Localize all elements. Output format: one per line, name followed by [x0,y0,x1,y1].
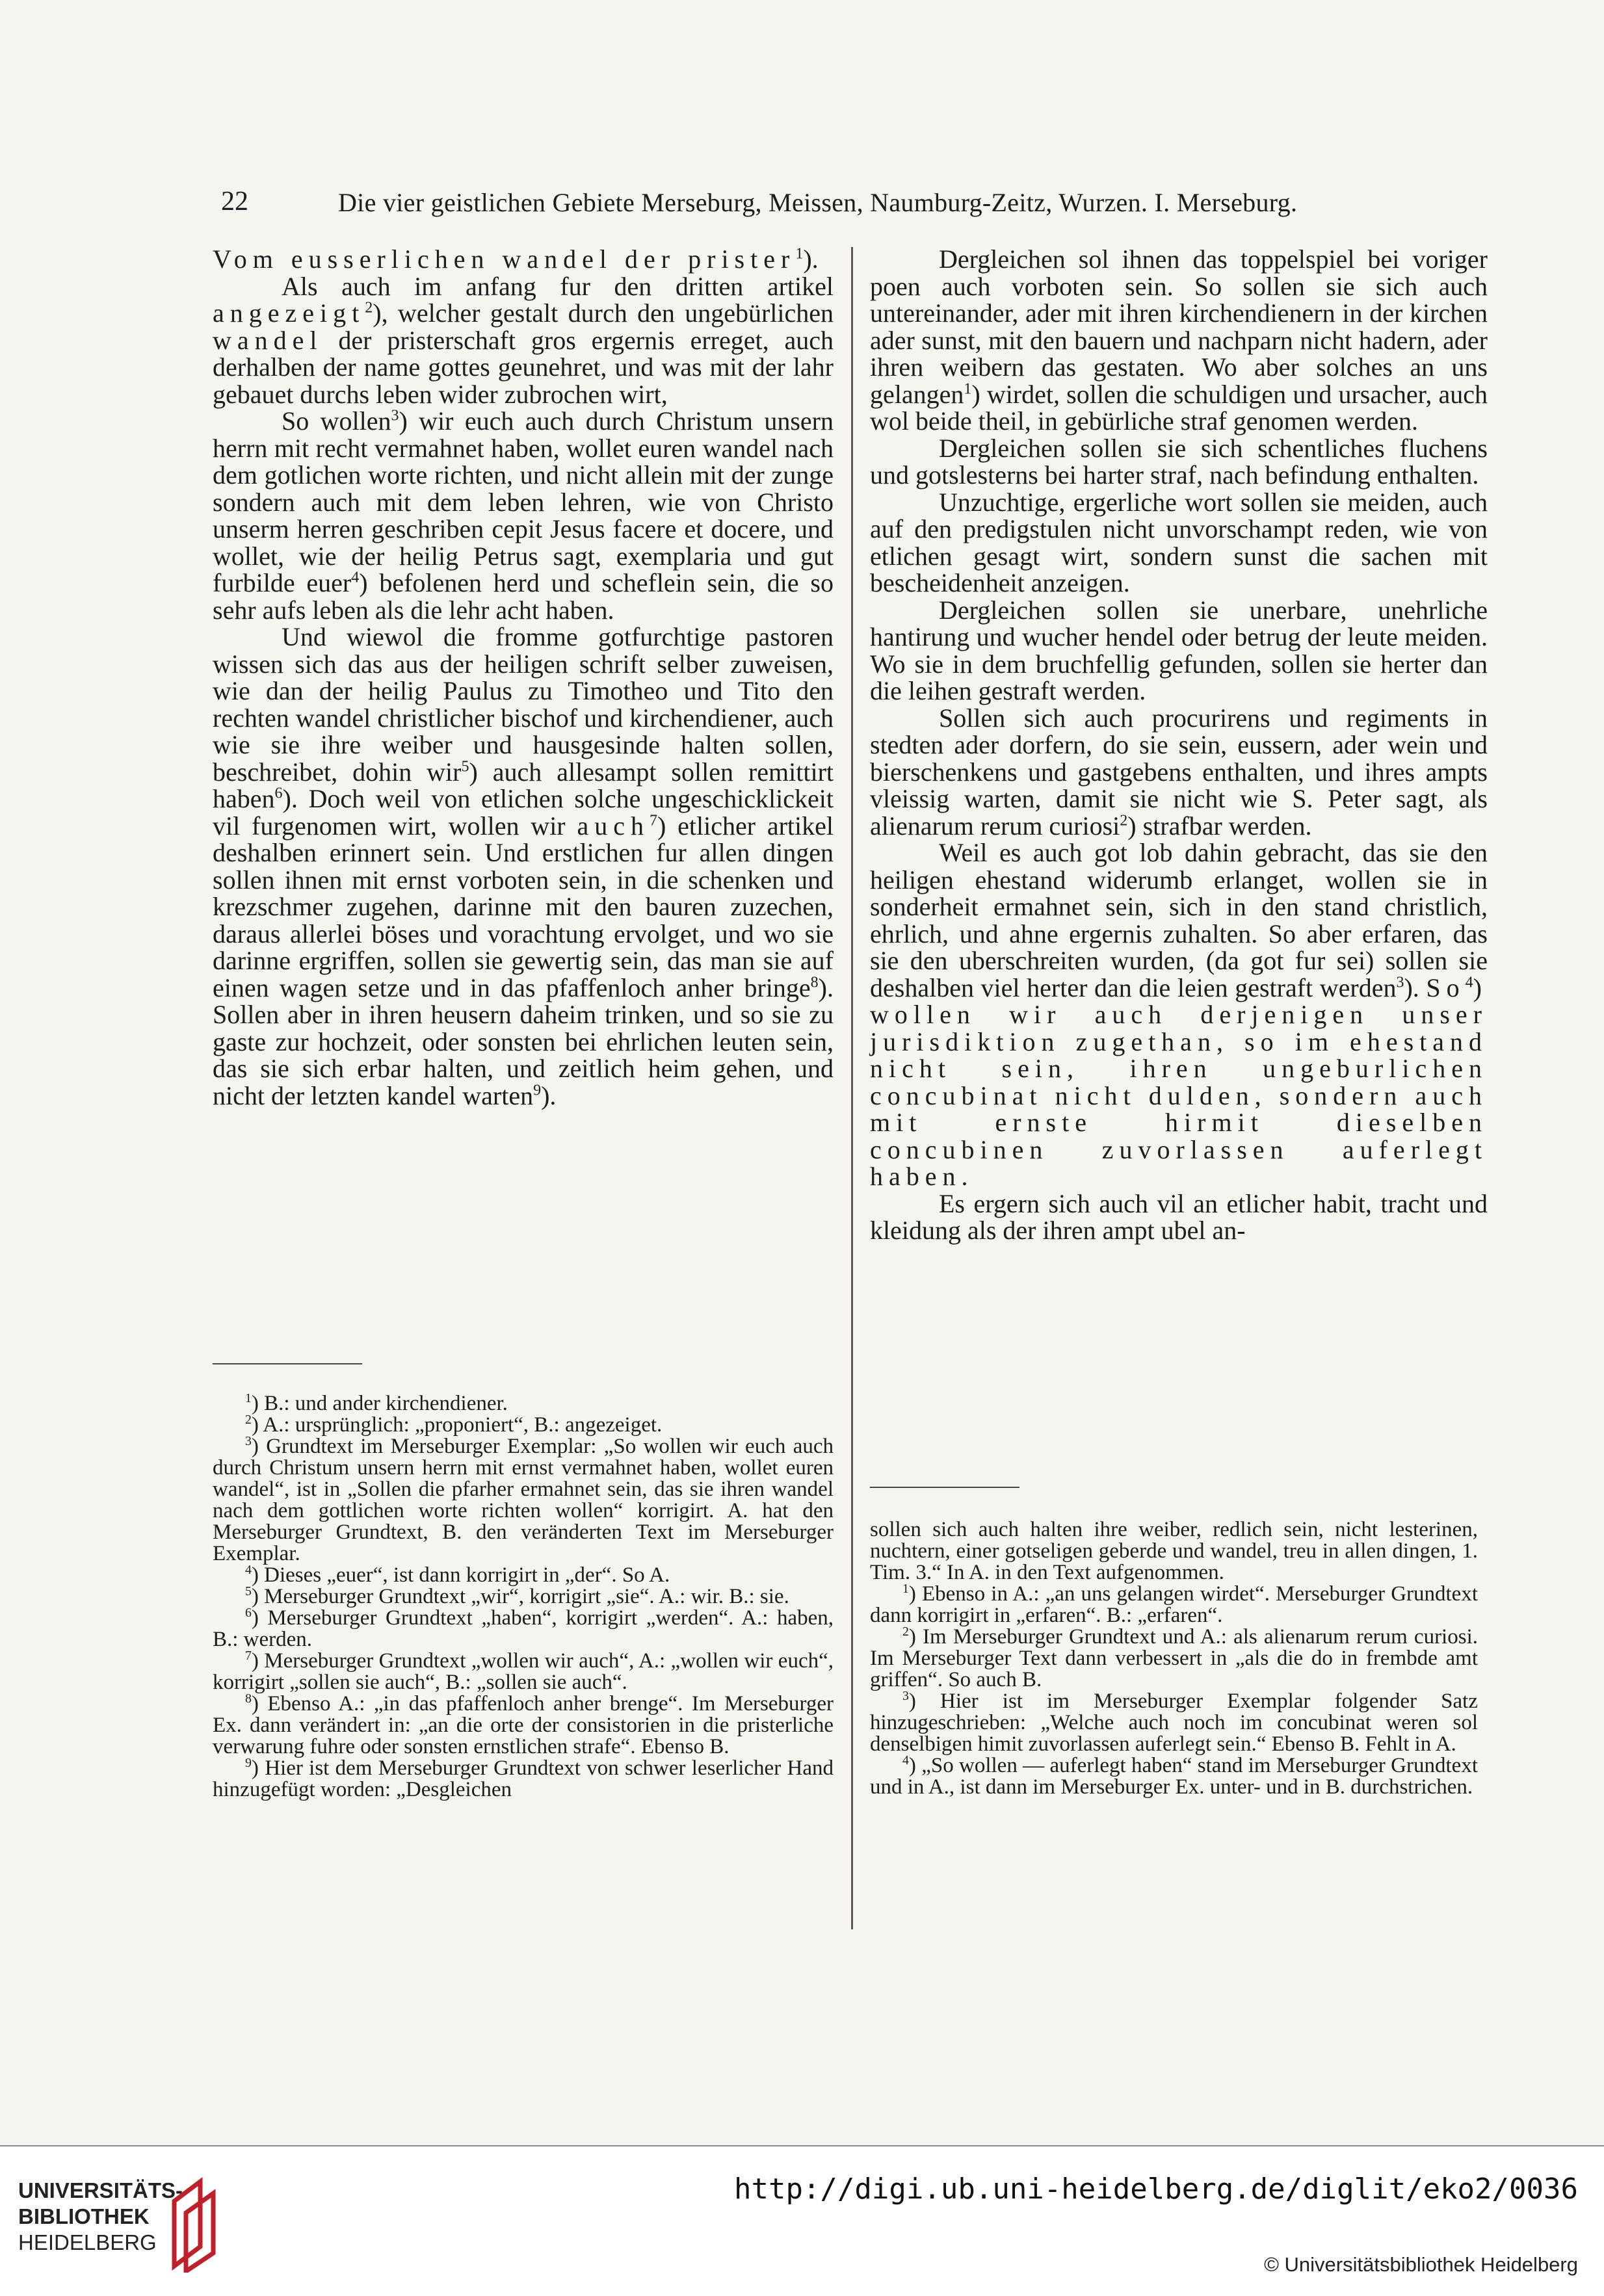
paragraph: Als auch im anfang fur den dritten artikel angezeigt$^2$), welcher gestalt durch den ungebürlichen wandel der pristerschaft gros ergernis erreget, auch derhalben der name gottes geunehret, und was mit der lahr gebauet durchs leben wider zubrochen wirt, [213,271,834,409]
page-header [221,186,1385,225]
footnote: $^3$) Hier ist im Merseburger Exemplar folgender Satz hinzugeschrieben: „Welche auch noch im concubinat weren sol denselbigen himit zuvorlassen auferlegt sein.“ Ebenso B. Fehlt in A. [870,1689,1478,1756]
footnotes-right [870,1519,1478,1798]
footnote: $^9$) Hier ist dem Merseburger Grundtext von schwer leserlicher Hand hinzugefügt worden: „Desgleichen [213,1756,834,1801]
section-heading: Vom eusserlichen wandel der prister$^1$). [213,244,819,274]
paragraph: Dergleichen sol ihnen das toppelspiel bei voriger poen auch vorboten sein. So sollen sie sich auch untereinander, ader mit ihren kirchendienern in der kirchen ader sunst, mit den bauern und nachparn nicht hadern, ader ihren weibern das gestaten. Wo aber solches an uns gelangen$^1$) wirdet, sollen die schuldigen und ursacher, auch wol beide theil, in gebürliche straf genomen werden. [870,244,1488,436]
copyright-notice: © Universitätsbibliothek Heidelberg [1264,2253,1578,2276]
paragraph: Unzuchtige, ergerliche wort sollen sie meiden, auch auf den predigstulen nicht unvorschampt reden, wie von etlichen gesagt wirt, sondern sunst die sachen mit bescheidenheit anzeigen. [870,487,1488,597]
column-divider [851,247,853,1929]
footnote: $^4$) Dieses „euer“, ist dann korrigirt in „der“. So A. [245,1563,670,1587]
right-column [870,246,1488,1244]
footnote: $^5$) Merseburger Grundtext „wir“, korrigirt „sie“. A.: wir. B.: sie. [245,1584,789,1608]
footnote-separator [870,1487,1019,1488]
paragraph: Und wiewol die fromme gotfurchtige pastoren wissen sich das aus der heiligen schrift selber zuweisen, wie dan der heilig Paulus zu Timotheo und Tito den rechten wandel christlicher bischof und kirchendiener, auch wie sie ihre weiber und hausgesinde halten sollen, beschreibet, dohin wir$^5$) auch allesampt sollen remittirt haben$^6$). Doch weil von etlichen solche ungeschicklickeit vil furgenomen wirt, wollen wir auch$^7$) etlicher artikel deshalben erinnert sein. Und erstlichen fur allen dingen sollen ihnen mit ernst vorboten sein, in die schenken und krezschmer zugehen, darinne mit den bauren zuzechen, daraus allerlei böses und vorachtung ervolget, und wo sie darinne ergriffen, sollen sie gewertig sein, das man sie auf einen wagen setze und in das pfaffenloch anher bringe$^8$). Sollen aber in ihren heusern daheim trinken, und so sie zu gaste zur hochzeit, oder sonsten bei ehrlichen leuten sein, das sie sich erbar halten, und zeitlich heim gehen, und nicht der letzten kandel warten$^9$). [213,622,834,1110]
paragraph: Weil es auch got lob dahin gebracht, das sie den heiligen ehestand widerumb erlanget, wollen sie in sonderheit ermahnet sein, sich in den stand christlich, ehrlich, und ahne ergernis zuhalten. So aber erfaren, das sie den uberschreiten wurden, (da got fur sei) sollen sie deshalben viel herter dan die leien gestraft werden$^3$). So$^4$) wollen wir auch derjenigen unser jurisdiktion zugethan, so im ehestand nicht sein, ihren ungeburlichen concubinat nicht dulden, sondern auch mit ernste hirmit dieselben concubinen zuvorlassen auferlegt haben. [870,838,1488,1191]
permalink-url[interactable]: http://digi.ub.uni-heidelberg.de/diglit/eko2/0036 [733,2172,1578,2206]
footnotes-left [213,1393,834,1801]
library-footer [0,2145,1604,2296]
footnote: $^3$) Grundtext im Merseburger Exemplar: „So wollen wir euch auch durch Christum unsern herrn mit ernst vermahnet haben, wollet euren wandel“, ist in „Sollen die pfarher ermahnet sein, das sie ihren wandel nach dem gottlichen worte richten wollen“ korrigirt. A. hat den Merseburger Grundtext, B. den veränderten Text im Merseburger Exemplar. [213,1434,834,1565]
running-title: Die vier geistlichen Gebiete Merseburg, Meissen, Naumburg-Zeitz, Wurzen. I. Merseburg. [338,188,1298,217]
paragraph: Dergleichen sollen sie sich schentliches fluchens und gotslesterns bei harter straf, nach befindung enthalten. [870,433,1488,489]
paragraph: Dergleichen sollen sie unerbare, unehrliche hantirung und wucher hendel oder betrug der leute meiden. Wo sie in dem bruchfellig gefunden, sollen sie herter dan die leihen gestraft werden. [870,595,1488,705]
footnote-continuation: sollen sich auch halten ihre weiber, redlich sein, nicht lesterinen, nuchtern, einer gotseligen geberde und wandel, treu in allen dingen, 1. Tim. 3.“ In A. in den Text aufgenommen. [870,1518,1478,1584]
footnote-separator [213,1363,362,1364]
page-number: 22 [221,187,248,216]
footnote: $^8$) Ebenso A.: „in das pfaffenloch anher brenge“. Im Merseburger Ex. dann verändert in: „an die orte der consistorien in die pristerliche verwarung fuhre oder sonsten ernstlichen strafe“. Ebenso B. [213,1691,834,1758]
library-logo-text: UNIVERSITÄTS- BIBLIOTHEK HEIDELBERG [18,2178,183,2254]
paragraph: So wollen$^3$) wir euch auch durch Christum unsern herrn mit recht vermahnet haben, wollet euren wandel nach dem gotlichen worte richten, und nicht allein mit der zunge sondern auch mit dem leben lehren, wie von Christo unserm herren geschriben cepit Jesus facere et docere, und wollet, wie der heilig Petrus sagt, exemplaria und gut furbilde euer$^4$) befolenen herd und scheflein sein, die so sehr aufs leben als die lehr acht haben. [213,406,834,625]
paragraph: Sollen sich auch procurirens und regiments in stedten ader dorfern, do sie sein, eussern, ader wein und bierschenkens und gastgebens enthalten, und ihres ampts vleissig warten, damit sie nicht wie S. Peter sagt, als alienarum rerum curiosi$^2$) strafbar werden. [870,703,1488,841]
footnote: $^1$) Ebenso in A.: „an uns gelangen wirdet“. Merseburger Grundtext dann korrigirt in „erfaren“. B.: „erfaren“. [870,1582,1478,1627]
left-column [213,246,834,1109]
library-logo-icon [161,2175,226,2273]
footnote: $^2$) Im Merseburger Grundtext und A.: als alienarum rerum curiosi. Im Merseburger Text dann verbessert in „als die do in frembde amt griffen“. So auch B. [870,1624,1478,1691]
footnote: $^2$) A.: ursprünglich: „proponiert“, B.: angezeiget. [245,1413,663,1437]
footnote: $^6$) Merseburger Grundtext „haben“, korrigirt „werden“. A.: haben, B.: werden. [213,1606,834,1651]
footnote: $^1$) B.: und ander kirchendiener. [245,1391,508,1415]
footnote: $^4$) „So wollen — auferlegt haben“ stand im Merseburger Grundtext und in A., ist dann im Merseburger Ex. unter- und in B. durchstrichen. [870,1753,1478,1799]
footnote: $^7$) Merseburger Grundtext „wollen wir auch“, A.: „wollen wir euch“, korrigirt „sollen sie auch“, B.: „sollen sie auch“. [213,1649,834,1694]
paragraph: Es ergern sich auch vil an etlicher habit, tracht und kleidung als der ihren ampt ubel an- [870,1188,1488,1245]
